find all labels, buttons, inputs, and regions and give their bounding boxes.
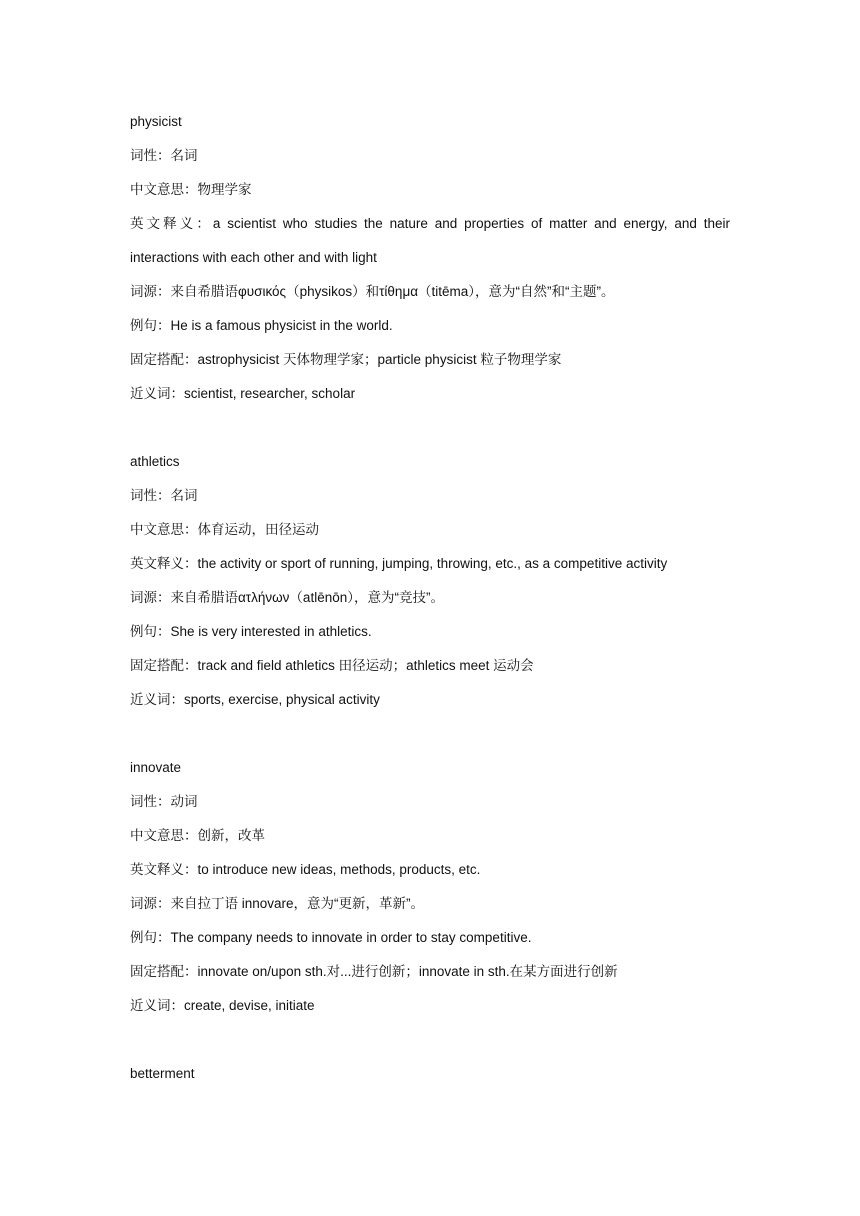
entry-english-definition: 英文释义：to introduce new ideas, methods, products, etc. (130, 862, 481, 877)
entry-collocation: 固定搭配：innovate on/upon sth.对...进行创新；innovate in sth.在某方面进行创新 (130, 964, 618, 979)
entry-spacer (130, 717, 730, 751)
entry-example: 例句：He is a famous physicist in the world. (130, 318, 393, 333)
entry-word: betterment (130, 1066, 195, 1081)
entry-example: 例句：The company needs to innovate in order to stay competitive. (130, 930, 532, 945)
entry-physicist (130, 105, 730, 411)
entry-synonyms: 近义词：create, devise, initiate (130, 998, 315, 1013)
entry-athletics (130, 445, 730, 717)
entry-spacer (130, 411, 730, 445)
entry-english-definition: 英文释义：the activity or sport of running, jumping, throwing, etc., as a competitive activity (130, 556, 668, 571)
entry-word: innovate (130, 760, 182, 775)
entry-part-of-speech: 词性：名词 (130, 148, 198, 163)
entry-part-of-speech: 词性：动词 (130, 794, 198, 809)
entry-word: physicist (130, 114, 182, 129)
entry-collocation: 固定搭配：track and field athletics 田径运动；athletics meet 运动会 (130, 658, 534, 673)
entry-innovate (130, 751, 730, 1023)
entry-etymology: 词源：来自拉丁语 innovare，意为“更新，革新”。 (130, 896, 425, 911)
entry-part-of-speech: 词性：名词 (130, 488, 198, 503)
entry-chinese-meaning: 中文意思：体育运动，田径运动 (130, 522, 319, 537)
entry-etymology: 词源：来自希腊语ατλήνων（atlēnōn），意为“竞技”。 (130, 590, 444, 605)
entry-collocation: 固定搭配：astrophysicist 天体物理学家；particle physicist 粒子物理学家 (130, 352, 562, 367)
entry-etymology: 词源：来自希腊语φυσικός（physikos）和τίθημα（titēma），意为“自然”和“主题”。 (130, 284, 615, 299)
entry-english-definition: 英文释义：a scientist who studies the nature and properties of matter and energy, and their interactions with each other and with light (130, 216, 730, 265)
entry-word: athletics (130, 454, 180, 469)
entry-betterment (130, 1057, 730, 1091)
entry-synonyms: 近义词：scientist, researcher, scholar (130, 386, 356, 401)
entry-example: 例句：She is very interested in athletics. (130, 624, 372, 639)
entry-synonyms: 近义词：sports, exercise, physical activity (130, 692, 380, 707)
entry-chinese-meaning: 中文意思：创新，改革 (130, 828, 265, 843)
entry-spacer (130, 1023, 730, 1057)
entry-chinese-meaning: 中文意思：物理学家 (130, 182, 252, 197)
document-page (130, 105, 730, 1091)
